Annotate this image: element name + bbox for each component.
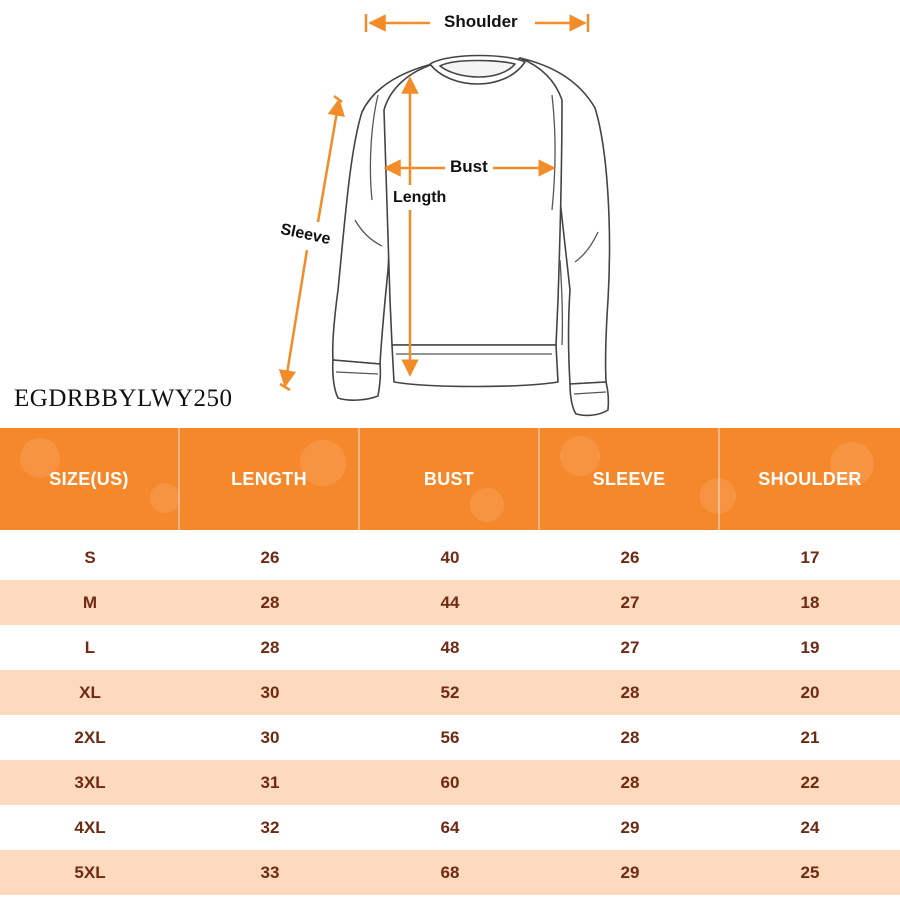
cell-length: 33 <box>260 862 280 882</box>
shoulder-label: Shoulder <box>444 12 518 31</box>
watermark-shape <box>150 483 180 513</box>
cell-size: 3XL <box>74 772 106 792</box>
cell-shoulder: 17 <box>800 547 820 567</box>
cell-shoulder: 18 <box>800 592 820 612</box>
cell-sleeve: 27 <box>620 592 640 612</box>
table-row <box>0 535 900 580</box>
cell-sleeve: 27 <box>620 637 640 657</box>
cell-bust: 52 <box>440 682 460 702</box>
cell-length: 30 <box>260 682 280 702</box>
watermark-shape <box>830 442 874 486</box>
header-size: SIZE(US) <box>0 428 180 530</box>
watermark-shape <box>700 478 736 514</box>
cell-size: L <box>84 637 96 657</box>
cell-shoulder: 24 <box>800 817 820 837</box>
cell-bust: 40 <box>440 547 460 567</box>
cell-sleeve: 28 <box>620 772 640 792</box>
cell-shoulder: 22 <box>800 772 820 792</box>
cell-bust: 56 <box>440 727 460 747</box>
sweatshirt-diagram <box>0 0 900 420</box>
table-row <box>0 580 900 625</box>
cell-sleeve: 29 <box>620 817 640 837</box>
table-row <box>0 625 900 670</box>
cell-size: XL <box>79 682 101 702</box>
cell-length: 32 <box>260 817 280 837</box>
cell-shoulder: 21 <box>800 727 820 747</box>
cell-bust: 64 <box>440 817 460 837</box>
table-row <box>0 670 900 715</box>
cell-shoulder: 19 <box>800 637 820 657</box>
header-length: LENGTH <box>180 428 360 530</box>
cell-length: 28 <box>260 592 280 612</box>
cell-size: 2XL <box>74 727 106 747</box>
cell-shoulder: 20 <box>800 682 820 702</box>
cell-bust: 68 <box>440 862 460 882</box>
size-chart-table <box>0 428 900 900</box>
cell-sleeve: 28 <box>620 682 640 702</box>
watermark-shape <box>470 488 504 522</box>
cell-bust: 44 <box>440 592 460 612</box>
table-row <box>0 850 900 895</box>
table-header-row <box>0 428 900 530</box>
table-row <box>0 760 900 805</box>
watermark-shape <box>560 436 600 476</box>
table-row <box>0 715 900 760</box>
cell-size: S <box>84 547 96 567</box>
sleeve-label: Sleeve <box>278 220 333 249</box>
cell-sleeve: 29 <box>620 862 640 882</box>
header-sleeve: SLEEVE <box>540 428 720 530</box>
watermark-shape <box>300 440 346 486</box>
table-row <box>0 805 900 850</box>
bust-label: Bust <box>450 157 488 176</box>
cell-size: 4XL <box>74 817 106 837</box>
cell-size: 5XL <box>74 862 106 882</box>
cell-shoulder: 25 <box>800 862 820 882</box>
cell-length: 31 <box>260 772 280 792</box>
product-code: EGDRBBYLWY250 <box>14 385 233 412</box>
cell-sleeve: 26 <box>620 547 640 567</box>
cell-size: M <box>82 592 98 612</box>
cell-length: 28 <box>260 637 280 657</box>
length-label: Length <box>393 189 447 206</box>
sweatshirt-outline <box>333 56 610 416</box>
watermark-shape <box>20 438 60 478</box>
cell-bust: 60 <box>440 772 460 792</box>
header-bust: BUST <box>360 428 540 530</box>
cell-sleeve: 28 <box>620 727 640 747</box>
cell-length: 30 <box>260 727 280 747</box>
header-shoulder: SHOULDER <box>758 468 862 489</box>
cell-length: 26 <box>260 547 280 567</box>
cell-bust: 48 <box>440 637 460 657</box>
